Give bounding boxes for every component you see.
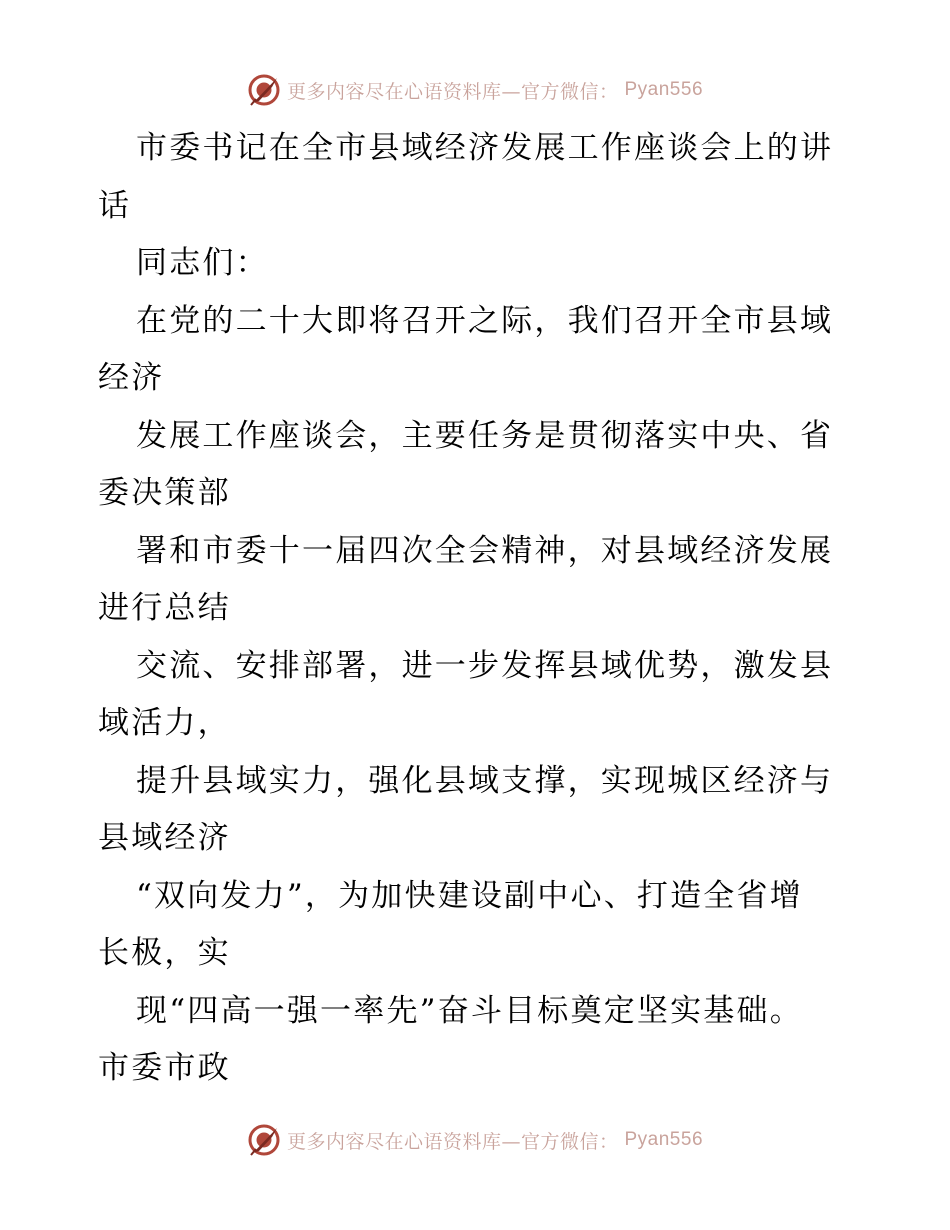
text-line: 交流、安排部署，进一步发挥县域优势，激发县 [136,647,834,684]
header-watermark [0,70,950,110]
text-line: 现“四高一强一率先”奋斗目标奠定坚实基础。 [136,992,803,1029]
text-line: 话 [98,187,132,224]
watermark-text: 更多内容尽在心语资料库—官方微信： [286,80,619,103]
text-line: 市委书记在全市县域经济发展工作座谈会上的讲 [136,130,834,166]
text-line: 市委市政 [98,1050,231,1086]
text-line: 提升县域实力，强化县域支撑，实现城区经济与 [136,762,834,799]
text-line: 长极，实 [98,935,231,971]
quill-pen-circle-icon [247,73,281,107]
text-line: 发展工作座谈会，主要任务是贯彻落实中央、省 [136,417,834,454]
quill-pen-circle-icon [247,1123,281,1157]
text-line: 进行总结 [98,590,231,626]
text-line: “双向发力”，为加快建设副中心、打造全省增 [136,877,803,914]
text-line: 县域经济 [98,820,231,856]
watermark-text: 更多内容尽在心语资料库—官方微信： [286,1130,619,1153]
text-line: 在党的二十大即将召开之际，我们召开全市县域 [136,302,834,339]
watermark-banner [247,1123,703,1157]
footer-watermark [0,1120,950,1160]
document-body [98,120,858,1098]
watermark-wechat-id: Pyan556 [624,79,704,100]
text-line: 同志们： [136,245,269,281]
text-line: 经济 [98,360,165,396]
text-line: 域活力， [98,705,231,741]
text-line: 委决策部 [98,475,231,511]
watermark-wechat-id: Pyan556 [624,1129,704,1150]
watermark-banner [247,73,703,107]
text-line: 署和市委十一届四次全会精神，对县域经济发展 [136,532,834,569]
